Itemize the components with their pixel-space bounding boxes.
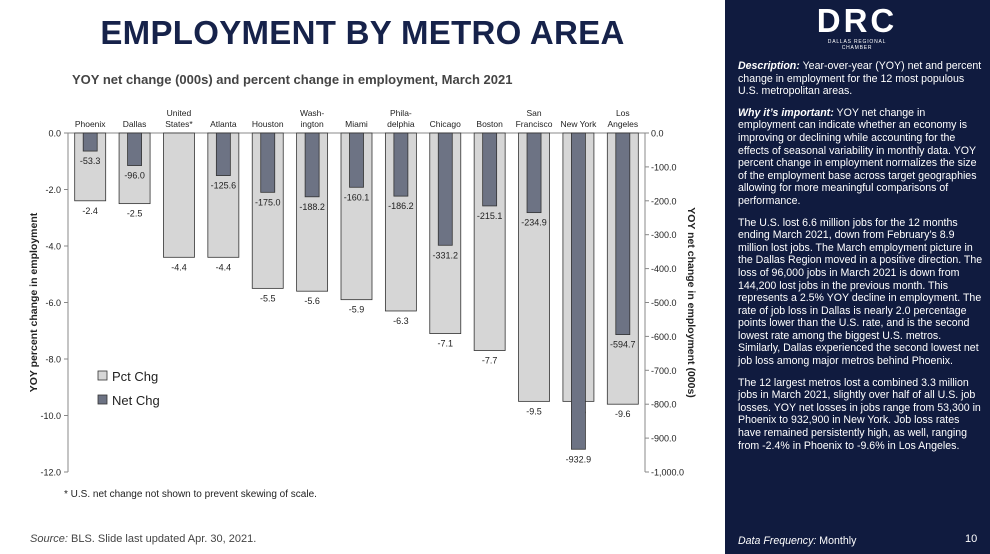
y-left-tick-label: -6.0 <box>45 298 61 308</box>
category-label: Angeles <box>607 119 639 129</box>
category-label: Phoenix <box>74 119 106 129</box>
category-label: United <box>166 108 192 118</box>
category-label: Wash- <box>299 108 325 118</box>
net-data-label: -331.2 <box>432 250 459 261</box>
net-data-label: -932.9 <box>565 454 592 465</box>
net-bar <box>571 133 585 449</box>
net-bar <box>394 133 408 196</box>
y-right-tick-label: -900.0 <box>651 433 677 444</box>
category-label: Chicago <box>429 119 461 129</box>
pct-data-label: -2.4 <box>82 205 98 216</box>
category-label: States* <box>165 119 193 129</box>
category-label: Dallas <box>122 119 147 129</box>
net-data-label: -160.1 <box>343 192 370 203</box>
pct-data-label: -5.5 <box>259 293 276 304</box>
net-data-label: -96.0 <box>124 170 145 181</box>
logo-text: DRC <box>816 2 898 39</box>
net-bar <box>216 133 230 176</box>
legend-label: Net Chg <box>112 393 160 408</box>
category-label: delphia <box>387 119 415 129</box>
y-right-tick-label: -1,000.0 <box>651 467 685 478</box>
y-left-tick-label: -8.0 <box>45 354 61 365</box>
y-right-tick-label: -200.0 <box>651 196 677 207</box>
net-data-label: -186.2 <box>388 201 414 212</box>
y-right-tick-label: -100.0 <box>651 162 677 173</box>
net-bar <box>527 133 541 213</box>
y-left-axis-title: YOY percent change in employment <box>28 212 40 393</box>
legend-label: Pct Chg <box>112 369 159 384</box>
category-label: Boston <box>476 119 503 129</box>
description-text: Year-over-year (YOY) net and percent change in employment for the 12 most populous U.S. metropolitan areas. <box>738 60 982 98</box>
y-right-tick-label: 0.0 <box>651 128 664 139</box>
net-bar <box>128 133 142 166</box>
pct-data-label: -4.4 <box>215 262 232 273</box>
category-label: San <box>526 108 542 118</box>
importance-paragraph <box>738 107 985 208</box>
pct-bar <box>163 133 194 257</box>
importance-label: Why it’s important: <box>738 106 834 119</box>
y-left-tick-label: -4.0 <box>45 241 61 252</box>
source-label: Source: <box>30 533 68 545</box>
category-label: Atlanta <box>210 119 237 129</box>
y-left-tick-label: -2.0 <box>45 185 61 195</box>
net-bar <box>305 133 319 197</box>
y-left-tick-label: -12.0 <box>40 467 61 478</box>
y-right-tick-label: -500.0 <box>651 298 677 308</box>
pct-data-label: -2.5 <box>126 208 143 219</box>
page-title: EMPLOYMENT BY METRO AREA <box>100 14 625 51</box>
legend-swatch <box>98 371 107 380</box>
y-right-tick-label: -700.0 <box>651 365 677 376</box>
chart-title: YOY net change (000s) and percent change in employment, March 2021 <box>72 72 513 87</box>
net-data-label: -594.7 <box>610 339 636 350</box>
logo-subtext: DALLAS REGIONAL CHAMBER <box>827 39 887 51</box>
legend-swatch <box>98 395 107 404</box>
net-data-label: -53.3 <box>79 156 101 167</box>
analysis-paragraph-1: The U.S. lost 6.6 million jobs for the 12 months ending March 2021, down from February’s 8.9 million lost jobs. The March employment picture in the Dallas Region moved in a positive direction. The loss of 96,000 jobs in March 2021 is down from 144,200 lost jobs in the previous month. This represents a 2.5% YOY decline in employment. The rate of job loss in Dallas is nearly 2.0 percentage points lower than the U.S. rate, and is the second lowest rate among the biggest U.S. metros. Similarly, Dallas experienced the second lowest net job loss among major metros behind Phoenix. <box>738 216 983 368</box>
net-bar <box>83 133 97 151</box>
net-data-label: -175.0 <box>254 197 281 208</box>
pct-data-label: -5.9 <box>348 304 365 315</box>
category-label: Phila- <box>390 108 412 118</box>
net-bar <box>616 133 630 335</box>
pct-data-label: -6.3 <box>393 315 409 326</box>
pct-data-label: -9.5 <box>526 406 542 417</box>
net-bar <box>483 133 497 206</box>
pct-data-label: -5.6 <box>304 296 320 307</box>
category-label: Miami <box>345 119 368 129</box>
category-label: Houston <box>251 119 284 129</box>
pct-data-label: -4.4 <box>171 262 187 273</box>
frequency-value: Monthly <box>819 535 857 547</box>
net-data-label: -234.9 <box>521 217 547 228</box>
category-label: Los <box>615 108 630 118</box>
net-bar <box>438 133 452 245</box>
pct-data-label: -9.6 <box>615 409 631 420</box>
page-number: 10 <box>965 533 978 545</box>
net-bar <box>350 133 364 187</box>
pct-data-label: -7.7 <box>481 355 498 366</box>
description-paragraph <box>738 60 985 98</box>
sidebar-text <box>738 60 985 461</box>
y-right-tick-label: -300.0 <box>651 230 677 241</box>
frequency-label: Data Frequency: <box>738 535 817 547</box>
source-note <box>30 533 256 545</box>
pct-data-label: -7.1 <box>437 338 454 349</box>
data-frequency <box>738 535 856 547</box>
sidebar-panel <box>725 0 990 554</box>
net-data-label: -215.1 <box>476 210 503 221</box>
source-text: BLS. Slide last updated Apr. 30, 2021. <box>70 533 257 545</box>
y-right-tick-label: -400.0 <box>651 264 677 275</box>
analysis-paragraph-2: The 12 largest metros lost a combined 3.3 million jobs in March 2021, slightly over half of all U.S. job losses. YOY net losses in jobs range from 53,300 in Phoenix to 932,900 in New York. Job loss rates have remained persistently high, as well, ranging from -2.4% in Phoenix to -9.6% in Los Angeles. <box>738 376 981 452</box>
net-bar <box>261 133 275 192</box>
category-label: ington <box>300 119 324 129</box>
importance-text: YOY net change in employment can indicate whether an economy is improving or declining while accounting for the effects of seasonal variability in monthly data. YOY percent change in employment normalizes the size of the employment base across target geographies allowing for more meaningful comparisons of performance. <box>738 106 977 207</box>
chart-footnote: * U.S. net change not shown to prevent skewing of scale. <box>64 489 317 500</box>
y-left-tick-label: 0.0 <box>48 128 61 139</box>
net-data-label: -188.2 <box>299 201 325 212</box>
description-label: Description: <box>738 60 800 72</box>
y-right-axis-title: YOY net change in employment (000s) <box>685 207 697 398</box>
net-data-label: -125.6 <box>210 180 237 191</box>
y-left-tick-label: -10.0 <box>40 411 61 421</box>
drc-logo <box>812 4 902 51</box>
y-right-tick-label: -600.0 <box>651 331 677 342</box>
y-right-tick-label: -800.0 <box>651 399 677 410</box>
category-label: Francisco <box>515 119 553 129</box>
category-label: New York <box>560 119 597 129</box>
